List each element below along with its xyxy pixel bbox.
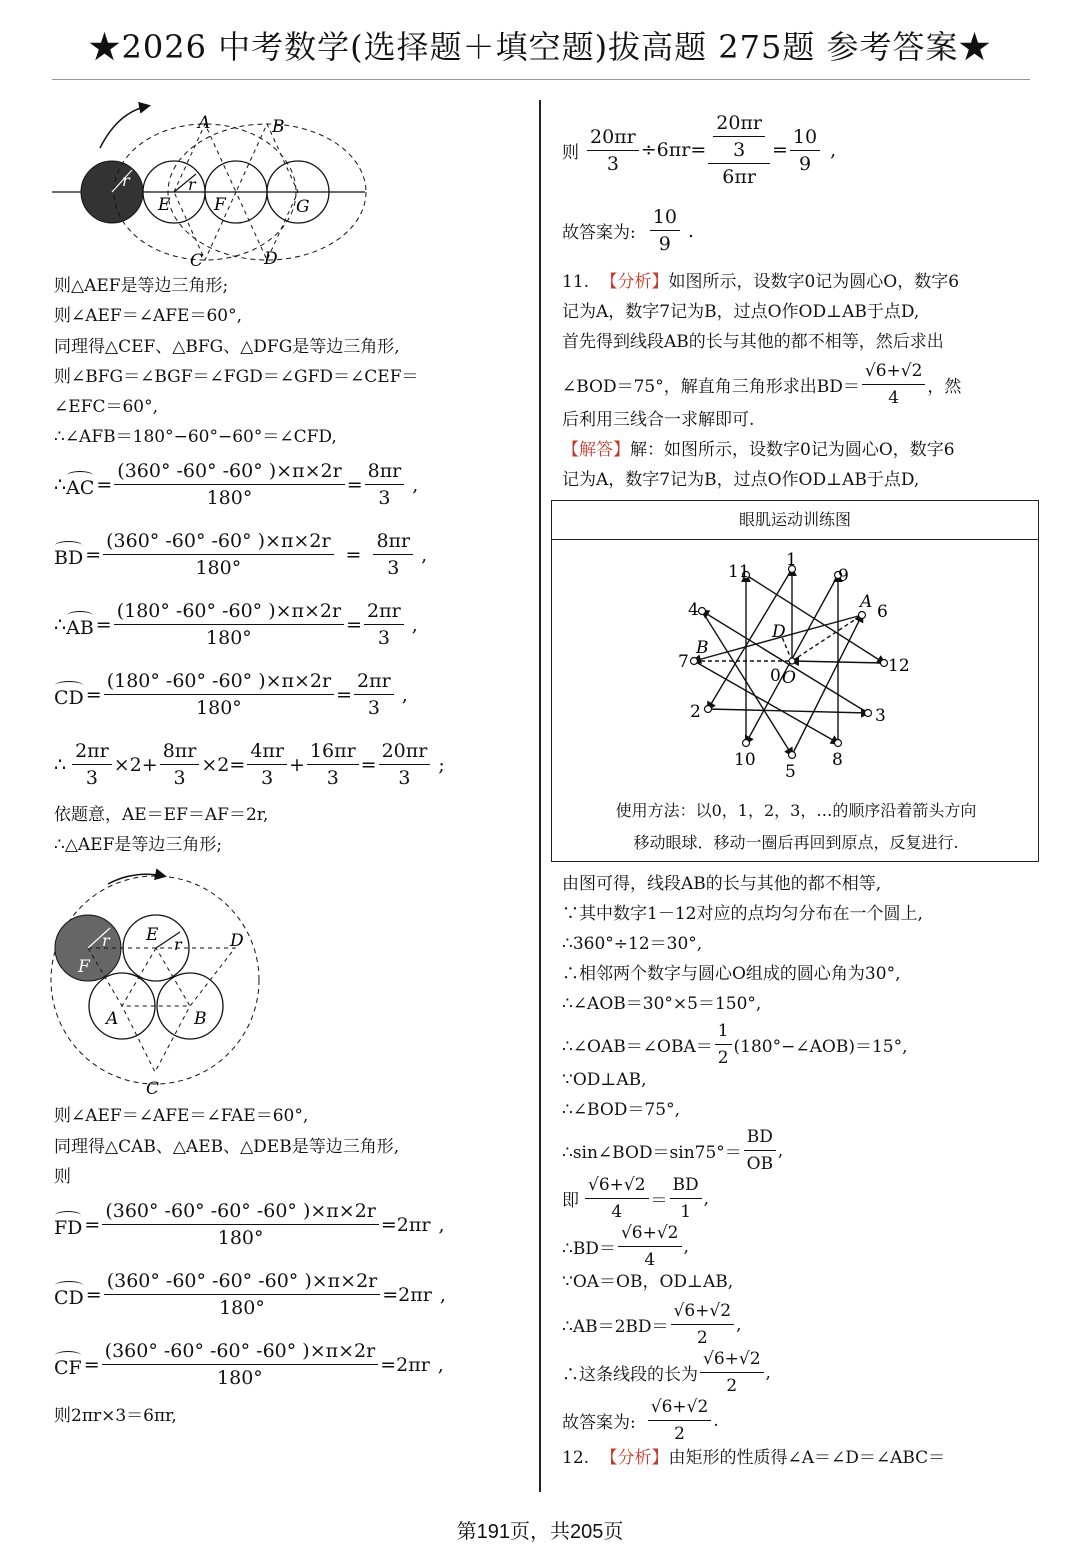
dial-num-11: 11 bbox=[728, 562, 750, 582]
fig2-label-A: A bbox=[106, 1009, 119, 1029]
right-line-3: ∴360°÷12＝30°, bbox=[562, 934, 703, 954]
left-line-11: 则 bbox=[54, 1167, 71, 1187]
fig1-label-E: E bbox=[158, 195, 171, 215]
arc-label: CD bbox=[54, 1281, 84, 1309]
right-line-9: ∴sin∠BOD＝sin75°＝ $\frac{BD}{OB}$ , bbox=[562, 1127, 784, 1174]
arc-label: FD bbox=[54, 1211, 82, 1239]
q11-analysis-line-2: 记为A，数字7记为B，过点O作OD⊥AB于点D, bbox=[562, 302, 920, 322]
point-B: B bbox=[696, 638, 709, 658]
left-line-12: 则2πr×3＝6πr, bbox=[54, 1406, 177, 1426]
q12-analysis-line: 12. 【分析】由矩形的性质得∠A＝∠D＝∠ABC＝ bbox=[562, 1448, 946, 1468]
fig1-label-r2: r bbox=[188, 175, 196, 194]
dial-num-12: 12 bbox=[888, 656, 910, 676]
equation-total-length: ∴ $\frac{2\pi r}{3}$ ×2+ $\frac{8\pi r}{3}$ ×2= $\frac{4\pi r}{3}$ + $\frac{16\pi r}{3}$ = $\frac{20\pi r}{3}$ ; bbox=[54, 740, 445, 789]
right-line-11: ∴BD＝ $\frac{√6+√2}{4}$ , bbox=[562, 1223, 689, 1270]
fig2-label-r2: r bbox=[174, 935, 182, 954]
page-header-title: ★2026 中考数学(选择题＋填空题)拔高题 275题 参考答案★ bbox=[88, 28, 992, 66]
q11-analysis-line-3: 首先得到线段AB的长与其他的都不相等，然后求出 bbox=[562, 332, 944, 352]
equation-arc-fd: FD = $\frac{(360^\circ -60^\circ -60^\circ -60^\circ )\times\pi\times 2r}{180^\circ}$ =2πr , bbox=[54, 1200, 445, 1249]
left-line-3: 同理得△CEF、△BFG、△DFG是等边三角形, bbox=[54, 337, 400, 357]
dial-num-5: 5 bbox=[785, 762, 796, 782]
column-divider bbox=[539, 100, 541, 1492]
left-line-7: 依题意，AE＝EF＝AF＝2r, bbox=[54, 805, 269, 825]
right-line-13: ∴AB＝2BD＝ $\frac{√6+√2}{2}$ , bbox=[562, 1301, 742, 1348]
dial-num-9: 9 bbox=[838, 566, 849, 586]
eye-training-title: 眼肌运动训练图 bbox=[552, 501, 1038, 540]
right-line-1: 由图可得，线段AB的长与其他的都不相等, bbox=[562, 874, 882, 894]
right-line-5: ∴∠AOB＝30°×5＝150°, bbox=[562, 994, 762, 1014]
equation-arc-cf: CF = $\frac{(360^\circ -60^\circ -60^\circ -60^\circ )\times\pi\times 2r}{180^\circ}$ =2πr , bbox=[54, 1340, 444, 1389]
arc-label: AB bbox=[66, 611, 94, 639]
fig1-label-F: F bbox=[214, 195, 226, 215]
fig2-label-F: F bbox=[78, 957, 90, 977]
dial-num-6: 6 bbox=[877, 602, 888, 622]
eye-training-box bbox=[551, 500, 1039, 862]
fig1-label-r1: r bbox=[122, 171, 130, 190]
fig2-label-B: B bbox=[194, 1009, 207, 1029]
figure-rolling-circles-1 bbox=[50, 100, 380, 270]
answer-10-over-9: 故答案为: $\frac{10}{9}$ . bbox=[562, 206, 694, 255]
equation-arc-bd: BD = $\frac{(360^\circ -60^\circ -60^\circ )\times\pi\times 2r}{180^\circ}$ = $\frac{8\pi r}{3}$ , bbox=[54, 530, 428, 579]
right-line-7: ∵OD⊥AB, bbox=[562, 1070, 647, 1090]
dial-num-4: 4 bbox=[688, 600, 699, 620]
q11-solution-line-2: 记为A，数字7记为B，过点O作OD⊥AB于点D, bbox=[562, 470, 920, 490]
arc-label: CD bbox=[54, 681, 84, 709]
fig1-label-A: A bbox=[198, 113, 211, 133]
left-line-10: 同理得△CAB、△AEB、△DEB是等边三角形, bbox=[54, 1137, 400, 1157]
tag-analysis-12: 【分析】 bbox=[600, 1448, 669, 1468]
q11-analysis-line-1: 11. 【分析】如图所示，设数字0记为圆心O，数字6 bbox=[562, 272, 960, 292]
tag-solution: 【解答】 bbox=[562, 440, 630, 460]
arc-label: CF bbox=[54, 1351, 82, 1379]
arc-label: AC bbox=[66, 471, 94, 499]
q11-solution-line-1: 【解答】解：如图所示，设数字0记为圆心O，数字6 bbox=[562, 440, 955, 460]
left-line-6: ∴∠AFB＝180°−60°−60°＝∠CFD, bbox=[54, 427, 337, 447]
left-line-9: 则∠AEF＝∠AFE＝∠FAE＝60°, bbox=[54, 1106, 309, 1126]
header-rule bbox=[52, 79, 1030, 80]
dial-num-1: 1 bbox=[786, 550, 797, 570]
fig2-label-E: E bbox=[146, 925, 159, 945]
left-line-5: ∠EFC＝60°, bbox=[54, 397, 158, 417]
equation-arc-cd-2: CD = $\frac{(360^\circ -60^\circ -60^\circ -60^\circ )\times\pi\times 2r}{180^\circ}$ =2πr , bbox=[54, 1270, 446, 1319]
eye-training-diagram bbox=[672, 545, 922, 785]
fig1-label-D: D bbox=[264, 249, 278, 269]
right-line-14: ∴这条线段的长为 $\frac{√6+√2}{2}$ , bbox=[562, 1349, 771, 1396]
right-line-4: ∴相邻两个数字与圆心O组成的圆心角为30°, bbox=[562, 964, 901, 984]
arc-label: BD bbox=[54, 541, 83, 569]
dial-num-7: 7 bbox=[678, 652, 689, 672]
dial-num-3: 3 bbox=[875, 706, 886, 726]
equation-arc-ac: ∴ AC = $\frac{(360^\circ -60^\circ -60^\circ )\times\pi\times 2r}{180^\circ}$ = $\frac{8\pi r}{3}$ , bbox=[54, 460, 419, 509]
fig1-label-G: G bbox=[296, 197, 310, 217]
equation-ratio: 则 $\frac{20\pi r}{3}$ ÷6πr= $\frac{\frac{20\pi r}{3}}{6\pi r}$ = $\frac{10}{9}$ , bbox=[562, 112, 837, 188]
right-line-8: ∴∠BOD＝75°, bbox=[562, 1100, 680, 1120]
fig2-label-D: D bbox=[230, 931, 244, 951]
dial-num-2: 2 bbox=[690, 702, 701, 722]
point-D: D bbox=[772, 622, 786, 642]
tag-analysis: 【分析】 bbox=[600, 272, 669, 292]
point-A: A bbox=[860, 592, 873, 612]
fig2-label-r1: r bbox=[102, 931, 110, 950]
left-line-4: 则∠BFG＝∠BGF＝∠FGD＝∠GFD＝∠CEF＝ bbox=[54, 367, 419, 387]
dial-num-8: 8 bbox=[832, 750, 843, 770]
fig1-label-B: B bbox=[272, 117, 285, 137]
right-line-12: ∵OA＝OB，OD⊥AB, bbox=[562, 1272, 734, 1292]
equation-arc-ab: ∴ AB = $\frac{(180^\circ -60^\circ -60^\circ )\times\pi\times 2r}{180^\circ}$ = $\frac{2\pi r}{3}$ , bbox=[54, 600, 418, 649]
right-line-6: ∴∠OAB＝∠OBA＝ $\frac{1}{2}$ (180°−∠AOB)＝15°, bbox=[562, 1021, 908, 1068]
q11-analysis-line-5: 后利用三线合一求解即可. bbox=[562, 410, 755, 430]
usage-line-1: 使用方法：以0，1，2，3，…的顺序沿着箭头方向 bbox=[615, 801, 977, 820]
q11-analysis-line-4: ∠BOD＝75°，解直角三角形求出BD＝ $\frac{√6+√2}{4}$ ，然 bbox=[562, 361, 962, 408]
fig2-label-C: C bbox=[146, 1079, 160, 1099]
page-number: 第191页，共205页 bbox=[456, 1521, 624, 1543]
dial-num-0: 0 bbox=[770, 666, 781, 686]
equation-arc-cd: CD = $\frac{(180^\circ -60^\circ -60^\circ )\times\pi\times 2r}{180^\circ}$ = $\frac{2\pi r}{3}$ , bbox=[54, 670, 408, 719]
figure-rolling-circles-2 bbox=[50, 862, 270, 1102]
right-line-2: ∵其中数字1－12对应的点均匀分布在一个圆上, bbox=[562, 904, 923, 924]
left-line-2: 则∠AEF＝∠AFE＝60°, bbox=[54, 306, 242, 326]
left-line-1: 则△AEF是等边三角形; bbox=[54, 276, 229, 296]
dial-num-10: 10 bbox=[734, 750, 756, 770]
right-line-10: 即 $\frac{√6+√2}{4}$ ＝ $\frac{BD}{1}$ , bbox=[562, 1175, 710, 1222]
right-line-15: 故答案为: $\frac{√6+√2}{2}$ . bbox=[562, 1397, 719, 1444]
fig1-label-C: C bbox=[190, 251, 204, 270]
left-line-8: ∴△AEF是等边三角形; bbox=[54, 835, 223, 855]
usage-line-2: 移动眼球．移动一圈后再回到原点，反复进行. bbox=[633, 833, 959, 852]
point-O: O bbox=[782, 668, 796, 688]
